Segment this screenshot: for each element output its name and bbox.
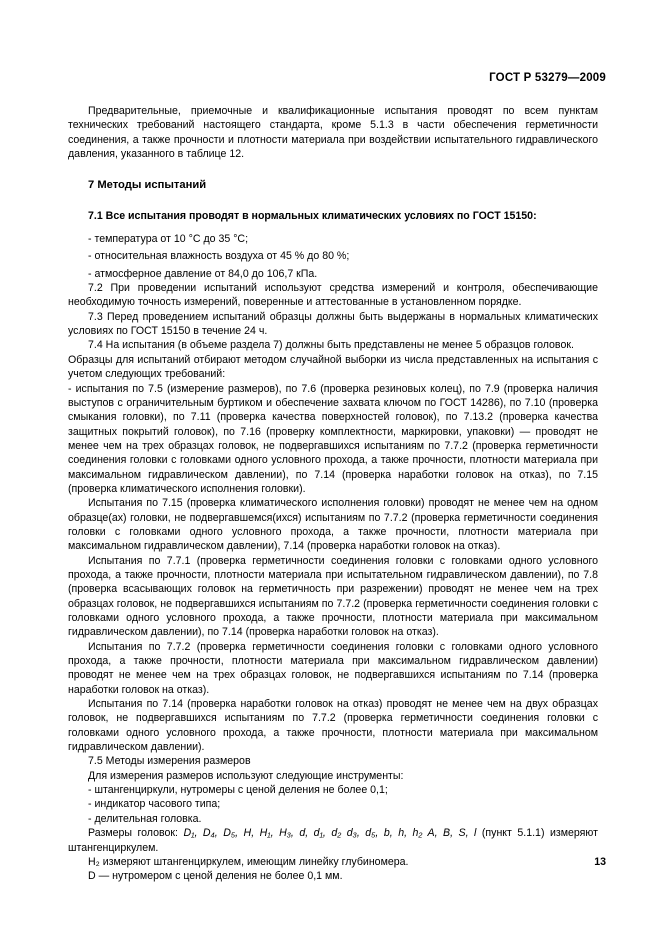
page-number: 13 xyxy=(594,856,606,868)
instrument-item-dividing-head: - делительная головка. xyxy=(88,812,202,825)
paragraph-test-requirements: - испытания по 7.5 (измерение размеров), по 7.6 (проверка резиновых колец), по 7.9 (проверка наличия выступов с ограничительным буртиком и обеспечение захвата ключом по ГОСТ 14286), по 7.10 (проверка смыкания головки), по 7.11 (проверка качества поверхностей головок), по 7.13.2 (проверка качества защитных покрытий головок), по 7.16 (проверку комплектности, маркировки, упаковки) — проводят не менее чем на трех образцах головок, не подвергавшихся испытаниям по 7.7.2 (проверка герметичности соединения головки с головками одного условного прохода, а также прочности, плотности материала при максимальном гидравлическом давлении), по 7.14 (проверка наработки головок на отказ), по 7.15 (проверка климатического исполнения головки). xyxy=(68,382,598,495)
paragraph-h2-measurement: H₂ измеряют штангенциркулем, имеющим линейку глубиномера. xyxy=(88,855,409,868)
dimensions-suffix: (пункт 5.1.1) измеряют штангенциркулем. xyxy=(68,827,598,854)
instrument-item-indicator: - индикатор часового типа; xyxy=(88,798,221,811)
clause-7-4: 7.4 На испытания (в объеме раздела 7) должны быть представлены не менее 5 образцов головок. xyxy=(88,339,574,352)
clause-7-2: 7.2 При проведении испытаний используют средства измерений и контроля, обеспечивающие необходимую точность измерений, поверенные и аттестованные в установленном порядке. xyxy=(68,282,598,309)
dash-item-humidity: - относительная влажность воздуха от 45 % до 80 %; xyxy=(88,250,350,263)
page-header: ГОСТ Р 53279—2009 xyxy=(489,72,606,84)
dash-item-pressure: - атмосферное давление от 84,0 до 106,7 кПа. xyxy=(88,267,318,280)
clause-7-1: 7.1 Все испытания проводят в нормальных климатических условиях по ГОСТ 15150: xyxy=(88,209,537,222)
clause-7-5: 7.5 Методы измерения размеров xyxy=(88,755,251,768)
paragraph-clause-7-14: Испытания по 7.14 (проверка наработки головок на отказ) проводят не менее чем на двух образцах головок, не подвергавшихся испытаниям по 7.7.2 (проверка герметичности соединения головки с головками одного условного прохода, а также прочности, плотности материала при максимальном гидравлическом давлении). xyxy=(68,698,598,754)
paragraph-sample-selection: Образцы для испытаний отбирают методом случайной выборки из числа представленных на испытания с учетом следующих требований: xyxy=(68,353,598,381)
intro-paragraph: Предварительные, приемочные и квалификационные испытания проводят по всем пунктам технических требований настоящего стандарта, кроме 5.1.3 в части обеспечения герметичности соединения, а также прочности и плотности материала при воздействии испытательного гидравлического давления, указанного в таблице 12. xyxy=(68,105,598,161)
paragraph-d-measurement: D — нутромером с ценой деления не более 0,1 мм. xyxy=(88,870,343,883)
paragraph-clause-7-15: Испытания по 7.15 (проверка климатического исполнения головки) проводят не менее чем на одном образце(ах) головки, не подвергавшемся(ихся) испытаниям по 7.7.2 (проверка герметичности соединения головки с головками одного условного прохода, а также прочности, плотности материала при максимальном гидравлическом давлении), 7.14 (проверка наработки головок на отказ). xyxy=(68,497,598,553)
paragraph-clause-7-7-2: Испытания по 7.7.2 (проверка герметичности соединения головки с головками одного условного прохода, а также прочности, плотности материала при максимальном гидравлическом давлении) проводят не менее чем на трех образцах головок, не подвергавшихся испытаниям по 7.14 (проверка наработки головок на отказ). xyxy=(68,640,598,696)
paragraph-instruments-intro: Для измерения размеров используют следующие инструменты: xyxy=(88,769,404,782)
section-title: 7 Методы испытаний xyxy=(88,179,207,192)
paragraph-dimensions xyxy=(68,826,598,855)
clause-7-3: 7.3 Перед проведением испытаний образцы должны быть выдержаны в нормальных климатических условиях по ГОСТ 15150 в течение 24 ч. xyxy=(68,310,598,338)
dimensions-prefix: Размеры головок: xyxy=(88,827,184,840)
document-body xyxy=(68,104,598,884)
instrument-item-calipers: - штангенциркули, нутромеры с ценой деления не более 0,1; xyxy=(88,784,388,797)
dash-item-temperature: - температура от 10 °С до 35 °С; xyxy=(88,233,249,246)
dimensions-symbols: D₁, D₄, D₅, H, H₁, H₃, d, d₁, d₂ d₃, d₅, b, h, h₂ A, B, S, l xyxy=(183,827,477,840)
paragraph-clause-7-7-1: Испытания по 7.7.1 (проверка герметичности соединения головки с головками одного условного прохода, а также прочности, плотности материала при испытательном гидравлическом давлении), по 7.8 (проверка всасывающих головок на герметичность при разрежении) проводят не менее чем на трех образцах головок, не подвергавшихся испытаниям по 7.7.2 (проверка герметичности соединения головки с головками одного условного прохода, а также прочности, плотности материала при максимальном гидравлическом давлении), по 7.14 (проверка наработки головок на отказ). xyxy=(68,554,598,639)
